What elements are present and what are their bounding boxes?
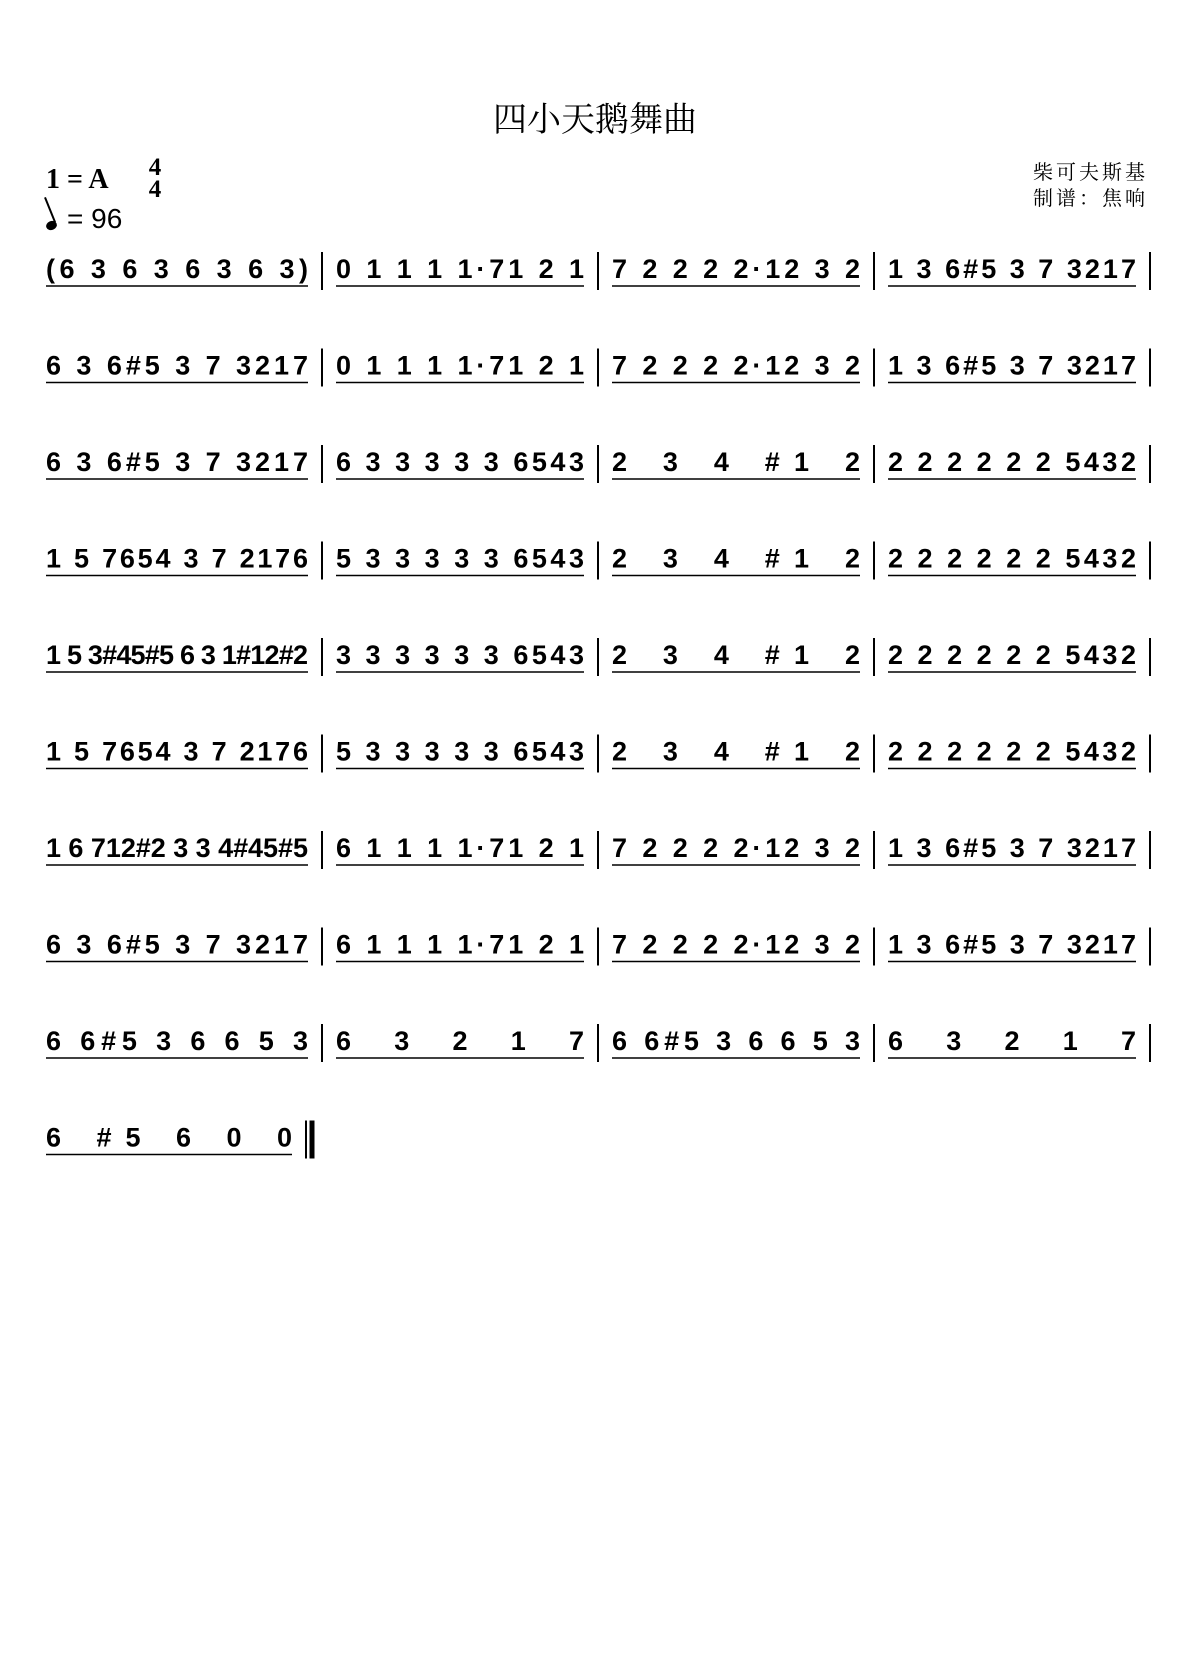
measure-7-0: 6 3 6#5 3 7 3217: [46, 929, 308, 960]
measure-0-1: 0 1 1 1 1·71 2 1: [336, 254, 584, 284]
measure-1-2: 7 2 2 2 2·12 3 2: [612, 350, 860, 381]
measure-7-1: 6 1 1 1 1·71 2 1: [336, 929, 584, 960]
key-signature: 1 = A: [46, 164, 109, 195]
measure-1-3: 1 3 6#5 3 7 3217: [888, 350, 1136, 381]
measure-8-2: 6 6#5 3 6 6 5 3: [612, 1026, 860, 1056]
measure-2-2: 2 3 4 #1 2: [612, 447, 860, 477]
measure-3-2: 2 3 4 #1 2: [612, 543, 860, 574]
measure-9-0: 6 #5 6 0 0: [46, 1122, 292, 1153]
measure-4-0: 1 5 3#45#5 6 3 1#12#2: [46, 640, 308, 670]
measure-4-2: 2 3 4 #1 2: [612, 640, 860, 670]
measure-5-3: 2 2 2 2 2 2 5432: [888, 736, 1136, 767]
measure-8-0: 6 6#5 3 6 6 5 3: [46, 1026, 308, 1056]
tempo-value: = 96: [67, 203, 123, 234]
measure-6-2: 7 2 2 2 2·12 3 2: [612, 833, 860, 863]
measure-2-3: 2 2 2 2 2 2 5432: [888, 447, 1136, 477]
measure-0-0: (6 3 6 3 6 3 6 3): [46, 254, 308, 284]
page-title: 四小天鹅舞曲: [493, 100, 697, 140]
measure-4-1: 3 3 3 3 3 3 6543: [336, 640, 584, 670]
measure-7-2: 7 2 2 2 2·12 3 2: [612, 929, 860, 960]
measure-3-3: 2 2 2 2 2 2 5432: [888, 543, 1136, 574]
measure-0-2: 7 2 2 2 2·12 3 2: [612, 254, 860, 284]
measure-1-0: 6 3 6#5 3 7 3217: [46, 350, 308, 381]
measure-2-0: 6 3 6#5 3 7 3217: [46, 447, 308, 477]
meter-bottom: 4: [148, 176, 162, 203]
measure-3-0: 1 5 7654 3 7 2176: [46, 543, 308, 574]
composer: 柴可夫斯基: [1033, 160, 1148, 184]
measure-6-1: 6 1 1 1 1·71 2 1: [336, 833, 584, 863]
measure-1-1: 0 1 1 1 1·71 2 1: [336, 350, 584, 381]
measure-6-3: 1 3 6#5 3 7 3217: [888, 833, 1136, 863]
measure-5-0: 1 5 7654 3 7 2176: [46, 736, 308, 767]
measure-3-1: 5 3 3 3 3 3 6543: [336, 543, 584, 574]
measure-4-3: 2 2 2 2 2 2 5432: [888, 640, 1136, 670]
measure-7-3: 1 3 6#5 3 7 3217: [888, 929, 1136, 960]
measure-0-3: 1 3 6#5 3 7 3217: [888, 254, 1136, 284]
measure-5-1: 5 3 3 3 3 3 6543: [336, 736, 584, 767]
arranger: 制谱：焦响: [1033, 186, 1148, 210]
measure-8-1: 6 3 2 1 7: [336, 1026, 584, 1056]
meter-top: 4: [148, 154, 162, 181]
measure-8-3: 6 3 2 1 7: [888, 1026, 1136, 1056]
measure-2-1: 6 3 3 3 3 3 6543: [336, 447, 584, 477]
measure-5-2: 2 3 4 #1 2: [612, 736, 860, 767]
measure-6-0: 1 6 712#2 3 3 4#45#5: [46, 833, 308, 863]
